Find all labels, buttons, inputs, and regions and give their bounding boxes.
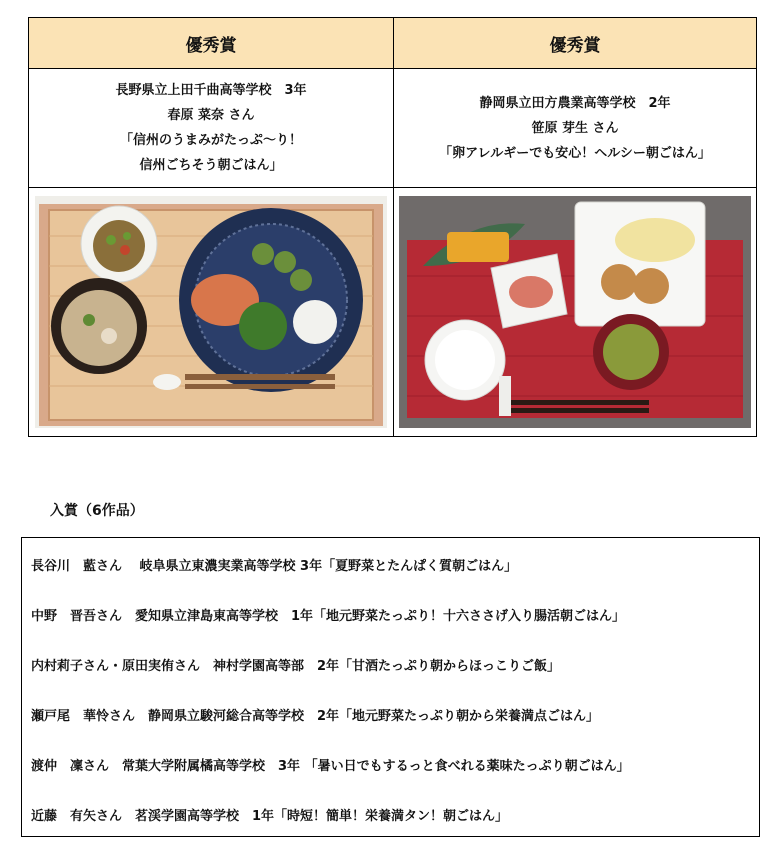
award-2-menu: 「卵アレルギーでも安心！ヘルシー朝ごはん」 bbox=[439, 145, 711, 161]
breakfast-photo-2 bbox=[399, 196, 751, 428]
award-photo-cell-1 bbox=[29, 188, 394, 437]
awards-header-row bbox=[29, 18, 757, 69]
awards-photo-row bbox=[29, 188, 757, 437]
list-item: 渡仲 凜さん 常葉大学附属橘高等学校 3年 「暑い日でもするっと食べれる薬味たっぷり朝ごはん」 bbox=[31, 759, 630, 774]
honorable-mention-title: 入賞（6作品） bbox=[50, 503, 144, 519]
list-item: 瀬戸尾 華怜さん 静岡県立駿河総合高等学校 2年「地元野菜たっぷり朝から栄養満点ごはん」 bbox=[31, 709, 600, 724]
list-item: 中野 晋吾さん 愛知県立津島東高等学校 1年「地元野菜たっぷり！十六ささげ入り腸活朝ごはん」 bbox=[31, 609, 626, 624]
list-item: 長谷川 藍さん 岐阜県立東濃実業高等学校 3年「夏野菜とたんぱく質朝ごはん」 bbox=[31, 559, 518, 574]
award-info-2 bbox=[394, 69, 757, 188]
award-2-name: 笹原 芽生 さん bbox=[531, 120, 619, 136]
honorable-mention-list bbox=[21, 537, 760, 837]
award-info-1 bbox=[29, 69, 394, 188]
breakfast-photo-1 bbox=[35, 196, 387, 428]
award-1-menu-line-1: 「信州のうまみがたっぷ〜り！ bbox=[119, 133, 302, 148]
award-title-1: 優秀賞 bbox=[29, 18, 394, 69]
awards-info-row bbox=[29, 69, 757, 188]
list-item: 近藤 有矢さん 茗渓学園高等学校 1年「時短！簡単！栄養満タン！朝ごはん」 bbox=[31, 809, 509, 824]
awards-table bbox=[28, 17, 757, 437]
award-1-menu-line-2: 信州ごちそう朝ごはん」 bbox=[139, 158, 283, 173]
award-1-name: 春原 菜奈 さん bbox=[167, 108, 255, 123]
award-1-school: 長野県立上田千曲高等学校 3年 bbox=[115, 83, 307, 98]
award-photo-cell-2 bbox=[394, 188, 757, 437]
award-title-2: 優秀賞 bbox=[394, 18, 757, 69]
award-2-school: 静岡県立田方農業高等学校 2年 bbox=[479, 95, 671, 111]
list-item: 内村莉子さん・原田実侑さん 神村学園高等部 2年「甘酒たっぷり朝からほっこりご飯」 bbox=[31, 659, 561, 674]
